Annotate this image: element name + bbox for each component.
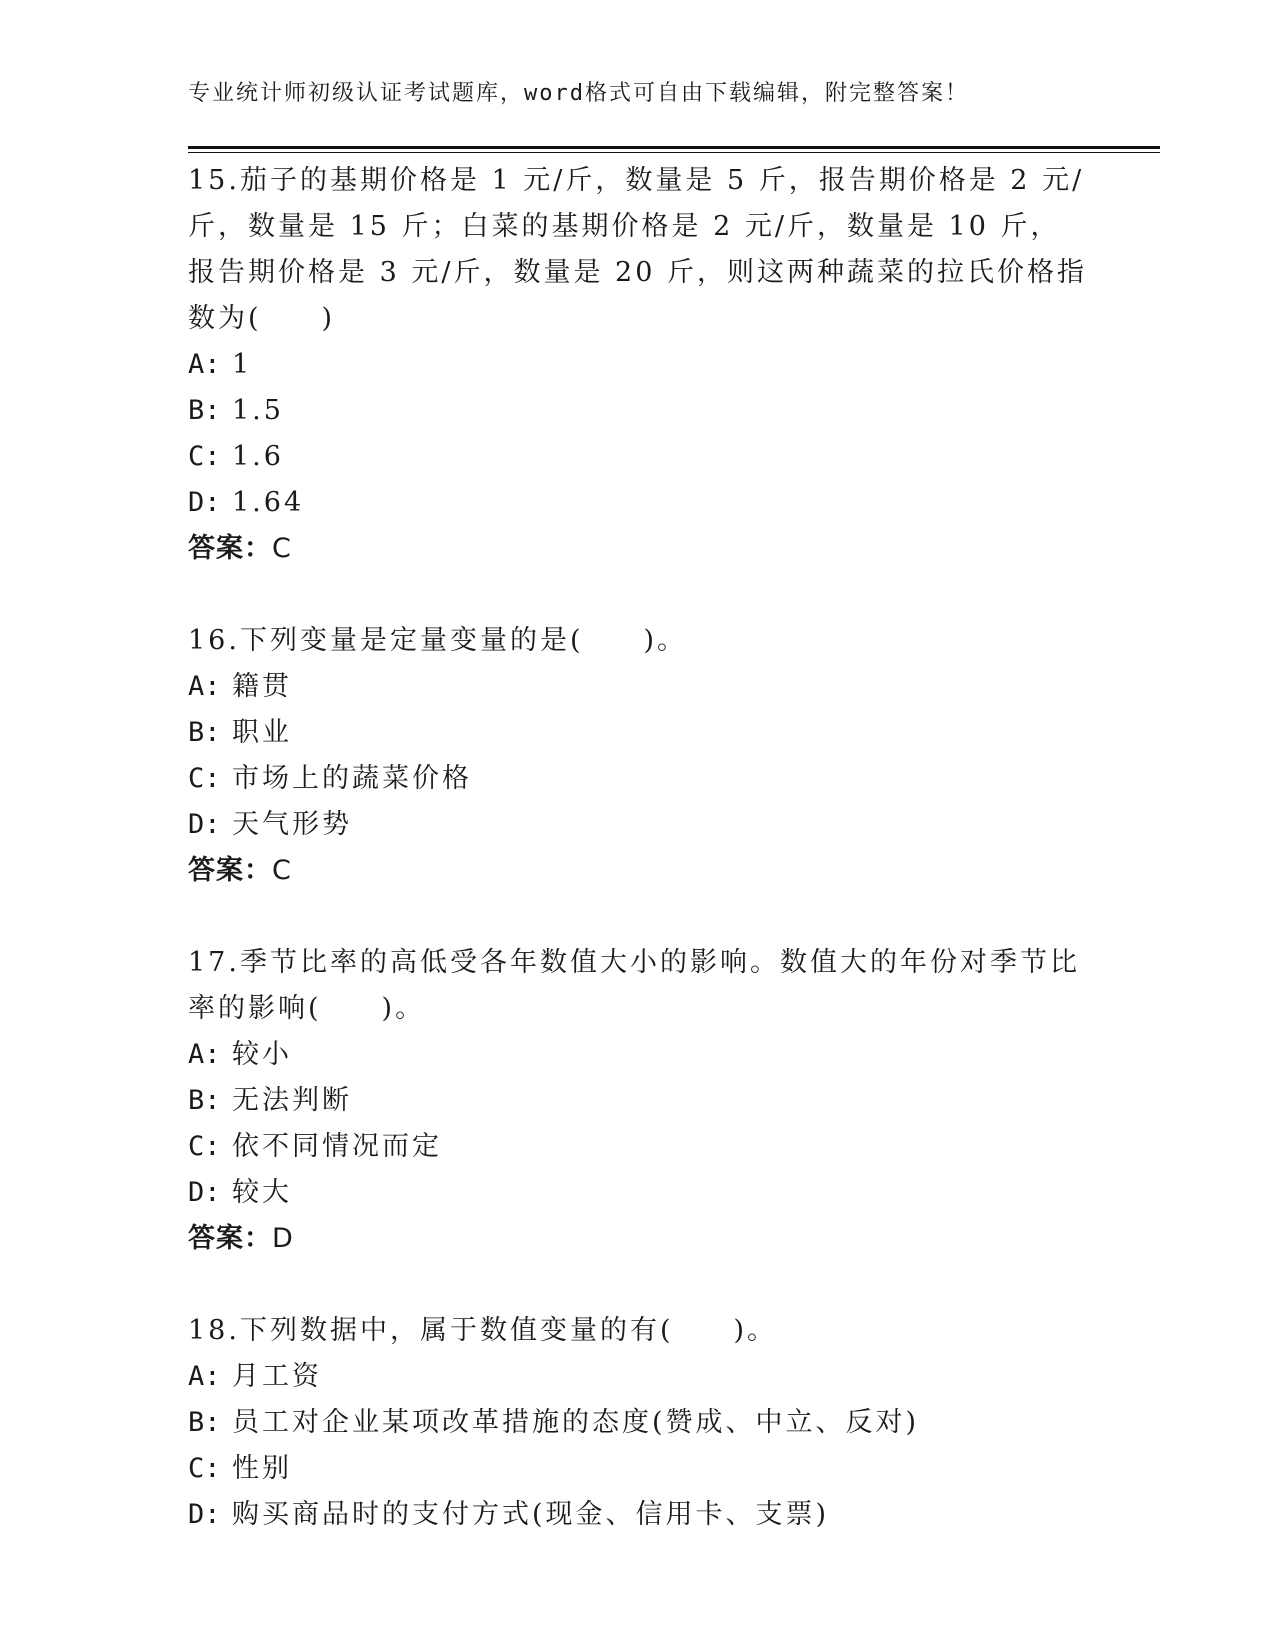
option-b — [188, 1078, 1088, 1124]
page-header: 专业统计师初级认证考试题库，word格式可自由下载编辑，附完整答案！ — [188, 81, 969, 106]
question-18 — [188, 1308, 1088, 1538]
option-a — [188, 1354, 1088, 1400]
option-label: B: — [188, 395, 221, 426]
option-text: 1.5 — [232, 395, 284, 426]
option-b — [188, 1400, 1088, 1446]
answer-line — [188, 526, 1088, 572]
option-label: C: — [188, 1453, 221, 1484]
option-c — [188, 434, 1088, 480]
option-text: 职业 — [232, 717, 292, 748]
question-15 — [188, 158, 1088, 572]
option-b — [188, 710, 1088, 756]
option-text: 籍贯 — [232, 671, 292, 702]
option-a — [188, 342, 1088, 388]
option-d — [188, 1170, 1088, 1216]
question-list — [188, 158, 1088, 1538]
option-label: A: — [188, 1039, 221, 1070]
option-label: D: — [188, 487, 221, 518]
spacer — [188, 572, 1088, 618]
option-text: 1.64 — [232, 487, 305, 518]
answer-line — [188, 1216, 1088, 1262]
option-d — [188, 802, 1088, 848]
option-label: B: — [188, 1407, 221, 1438]
option-text: 依不同情况而定 — [232, 1131, 442, 1162]
option-label: D: — [188, 809, 221, 840]
option-a — [188, 1032, 1088, 1078]
option-c — [188, 756, 1088, 802]
answer-value: C — [272, 533, 292, 564]
option-c — [188, 1446, 1088, 1492]
option-a — [188, 664, 1088, 710]
option-text: 无法判断 — [232, 1085, 352, 1116]
option-text: 性别 — [232, 1453, 292, 1484]
option-text: 市场上的蔬菜价格 — [232, 763, 472, 794]
option-label: B: — [188, 1085, 221, 1116]
answer-value: D — [272, 1223, 294, 1254]
answer-label: 答案： — [188, 855, 272, 886]
option-text: 月工资 — [232, 1361, 322, 1392]
option-text: 员工对企业某项改革措施的态度(赞成、中立、反对) — [232, 1407, 920, 1438]
option-text: 天气形势 — [232, 809, 352, 840]
answer-label: 答案： — [188, 533, 272, 564]
question-stem: 15.茄子的基期价格是 1 元/斤，数量是 5 斤，报告期价格是 2 元/斤，数量是 15 斤；白菜的基期价格是 2 元/斤，数量是 10 斤，报告期价格是 3 元/斤，数量是 20 斤，则这两种蔬菜的拉氏价格指数为( ) — [188, 165, 1087, 334]
answer-value: C — [272, 855, 292, 886]
option-b — [188, 388, 1088, 434]
spacer — [188, 894, 1088, 940]
question-16 — [188, 618, 1088, 894]
option-text: 较大 — [232, 1177, 292, 1208]
header-rule-thick — [188, 146, 1160, 149]
option-label: A: — [188, 1361, 221, 1392]
option-label: D: — [188, 1499, 221, 1530]
option-d — [188, 1492, 1088, 1538]
question-stem: 17.季节比率的高低受各年数值大小的影响。数值大的年份对季节比率的影响( )。 — [188, 947, 1080, 1024]
question-17 — [188, 940, 1088, 1262]
question-stem: 18.下列数据中，属于数值变量的有( )。 — [188, 1315, 778, 1346]
option-label: C: — [188, 1131, 221, 1162]
question-stem: 16.下列变量是定量变量的是( )。 — [188, 625, 688, 656]
option-d — [188, 480, 1088, 526]
option-label: A: — [188, 671, 221, 702]
option-label: C: — [188, 763, 221, 794]
option-label: C: — [188, 441, 221, 472]
answer-label: 答案： — [188, 1223, 272, 1254]
spacer — [188, 1262, 1088, 1308]
option-text: 1.6 — [232, 441, 284, 472]
option-text: 购买商品时的支付方式(现金、信用卡、支票) — [232, 1499, 830, 1530]
option-label: A: — [188, 349, 221, 380]
answer-line — [188, 848, 1088, 894]
option-c — [188, 1124, 1088, 1170]
option-label: B: — [188, 717, 221, 748]
option-text: 较小 — [232, 1039, 292, 1070]
option-text: 1 — [232, 349, 253, 380]
option-label: D: — [188, 1177, 221, 1208]
header-rule-thin — [188, 152, 1160, 153]
